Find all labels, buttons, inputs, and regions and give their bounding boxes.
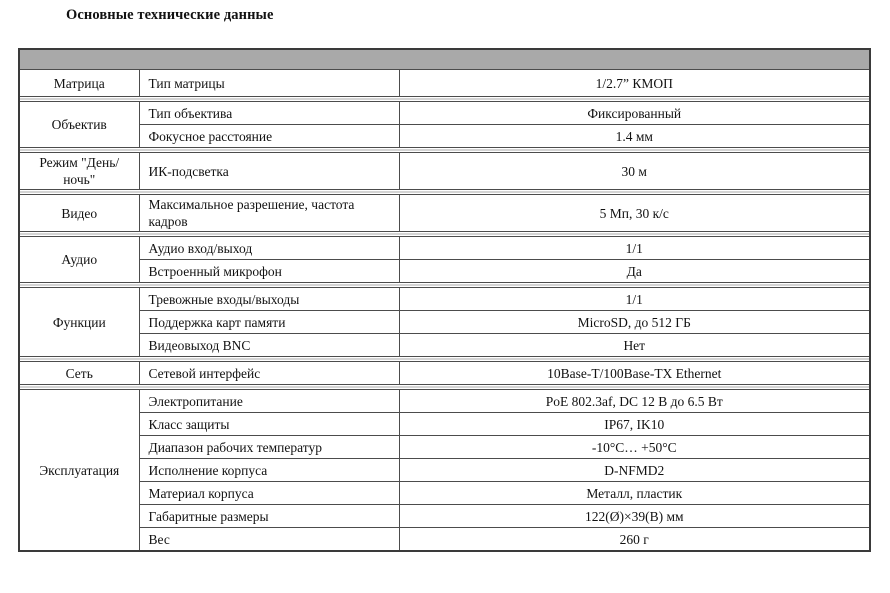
- spec-param-cell: Фокусное расстояние: [139, 125, 399, 148]
- spec-row: [19, 482, 870, 505]
- spec-value-cell: Нет: [399, 334, 870, 357]
- spec-category-cell: Аудио: [19, 237, 139, 283]
- spec-row: [19, 413, 870, 436]
- spec-value-cell: 10Base-T/100Base-TX Ethernet: [399, 362, 870, 385]
- spec-param-cell: Видеовыход BNC: [139, 334, 399, 357]
- spec-value-cell: 5 Мп, 30 к/с: [399, 195, 870, 232]
- spec-param-cell: Материал корпуса: [139, 482, 399, 505]
- spec-param-cell: Поддержка карт памяти: [139, 311, 399, 334]
- spec-row: [19, 125, 870, 148]
- spec-value-cell: D-NFMD2: [399, 459, 870, 482]
- spec-value-cell: 122(Ø)×39(В) мм: [399, 505, 870, 528]
- spec-param-cell: Тревожные входы/выходы: [139, 288, 399, 311]
- spec-param-cell: Электропитание: [139, 390, 399, 413]
- spec-category-cell: Матрица: [19, 70, 139, 97]
- spec-value-cell: Фиксированный: [399, 102, 870, 125]
- spec-row: [19, 153, 870, 190]
- spec-category-cell: Режим "День/ночь": [19, 153, 139, 190]
- spec-row: [19, 237, 870, 260]
- spec-row: [19, 260, 870, 283]
- spec-value-cell: PoE 802.3af, DC 12 В до 6.5 Вт: [399, 390, 870, 413]
- table-header-bar-cell: [19, 49, 870, 70]
- spec-row: [19, 70, 870, 97]
- spec-value-cell: 1.4 мм: [399, 125, 870, 148]
- spec-param-cell: Сетевой интерфейс: [139, 362, 399, 385]
- spec-param-cell: Встроенный микрофон: [139, 260, 399, 283]
- spec-table-body: [19, 49, 870, 551]
- spec-param-cell: Класс защиты: [139, 413, 399, 436]
- spec-row: [19, 390, 870, 413]
- spec-category-cell: Видео: [19, 195, 139, 232]
- spec-value-cell: Да: [399, 260, 870, 283]
- spec-param-cell: Исполнение корпуса: [139, 459, 399, 482]
- spec-param-cell: Тип объектива: [139, 102, 399, 125]
- spec-table: [18, 48, 871, 552]
- spec-param-cell: ИК-подсветка: [139, 153, 399, 190]
- spec-value-cell: IP67, IK10: [399, 413, 870, 436]
- spec-value-cell: Металл, пластик: [399, 482, 870, 505]
- spec-value-cell: -10°C… +50°C: [399, 436, 870, 459]
- spec-category-cell: Эксплуатация: [19, 390, 139, 552]
- spec-param-cell: Диапазон рабочих температур: [139, 436, 399, 459]
- spec-row: [19, 102, 870, 125]
- spec-param-cell: Максимальное разрешение, частота кадров: [139, 195, 399, 232]
- spec-category-cell: Функции: [19, 288, 139, 357]
- spec-row: [19, 195, 870, 232]
- spec-param-cell: Аудио вход/выход: [139, 237, 399, 260]
- table-header-bar: [19, 49, 870, 70]
- spec-row: [19, 528, 870, 552]
- spec-value-cell: 260 г: [399, 528, 870, 552]
- spec-value-cell: 1/2.7” КМОП: [399, 70, 870, 97]
- spec-value-cell: 30 м: [399, 153, 870, 190]
- spec-param-cell: Габаритные размеры: [139, 505, 399, 528]
- spec-row: [19, 288, 870, 311]
- spec-category-cell: Объектив: [19, 102, 139, 148]
- spec-category-cell: Сеть: [19, 362, 139, 385]
- spec-value-cell: 1/1: [399, 288, 870, 311]
- spec-value-cell: MicroSD, до 512 ГБ: [399, 311, 870, 334]
- spec-row: [19, 362, 870, 385]
- spec-row: [19, 505, 870, 528]
- spec-param-cell: Вес: [139, 528, 399, 552]
- page-title: Основные технические данные: [66, 7, 274, 23]
- spec-param-cell: Тип матрицы: [139, 70, 399, 97]
- spec-value-cell: 1/1: [399, 237, 870, 260]
- spec-row: [19, 334, 870, 357]
- spec-row: [19, 311, 870, 334]
- spec-row: [19, 436, 870, 459]
- spec-row: [19, 459, 870, 482]
